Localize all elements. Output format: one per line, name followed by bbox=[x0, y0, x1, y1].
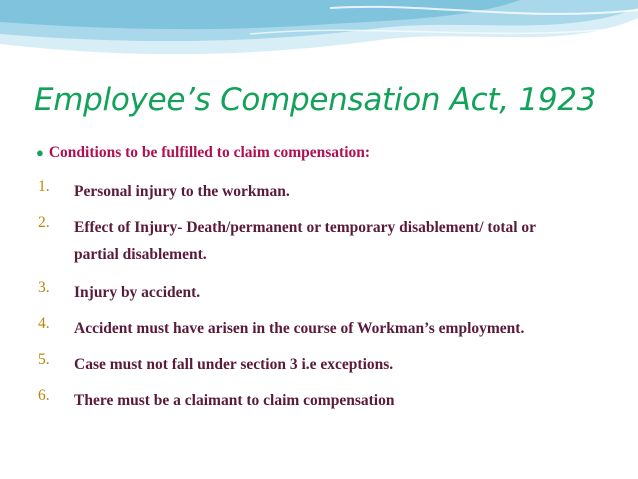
list-text: Case must not fall under section 3 i.e exceptions. bbox=[74, 356, 394, 373]
list-number: 1. bbox=[38, 178, 50, 195]
list-text: Effect of Injury- Death/permanent or temporary disablement/ total or bbox=[74, 219, 537, 236]
list-number: 4. bbox=[38, 315, 50, 332]
decorative-wave-header bbox=[0, 0, 638, 80]
slide-title: Employee’s Compensation Act, 1923 bbox=[34, 82, 597, 118]
list-text-continued: partial disablement. bbox=[74, 246, 207, 263]
list-text: Accident must have arisen in the course of Workman’s employment. bbox=[74, 320, 525, 337]
list-text: Injury by accident. bbox=[74, 284, 201, 301]
list-text: There must be a claimant to claim compensation bbox=[74, 392, 395, 409]
intro-line bbox=[36, 144, 370, 162]
intro-text: Conditions to be fulfilled to claim compensation: bbox=[48, 144, 371, 161]
list-number: 6. bbox=[38, 387, 50, 404]
list-number: 2. bbox=[38, 214, 50, 231]
list-number: 5. bbox=[38, 351, 50, 368]
bullet-icon: ● bbox=[36, 145, 44, 160]
list-number: 3. bbox=[38, 279, 50, 296]
list-text: Personal injury to the workman. bbox=[74, 183, 290, 200]
